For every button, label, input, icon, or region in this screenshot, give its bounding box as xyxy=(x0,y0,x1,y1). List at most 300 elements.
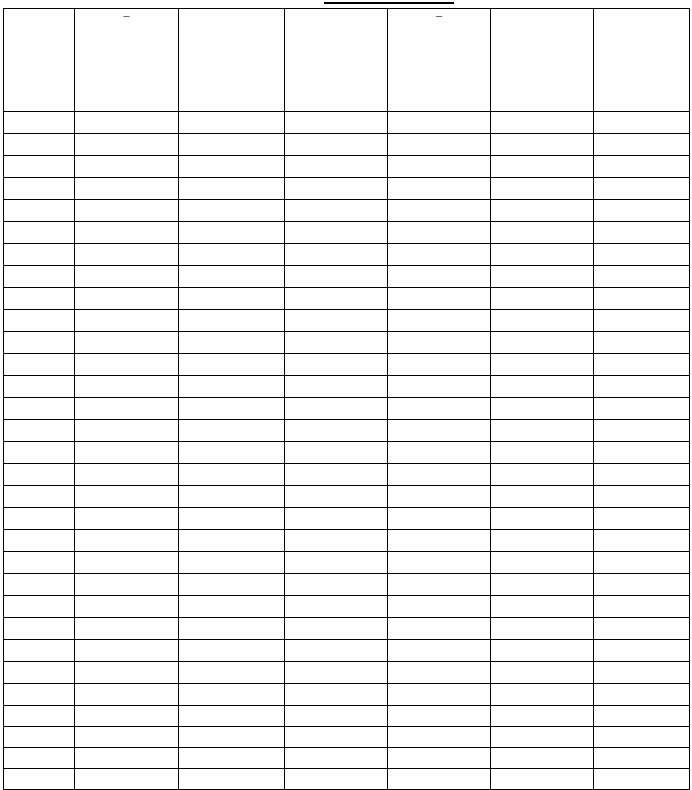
table-cell[interactable] xyxy=(491,244,594,266)
table-cell[interactable] xyxy=(491,310,594,332)
table-cell[interactable] xyxy=(491,134,594,156)
table-cell[interactable] xyxy=(75,134,179,156)
table-cell[interactable] xyxy=(4,288,75,310)
table-cell[interactable] xyxy=(4,706,75,727)
table-cell[interactable] xyxy=(594,112,690,134)
table-cell-text xyxy=(75,464,178,466)
table-cell-text xyxy=(491,112,593,114)
table-cell-text xyxy=(4,442,74,444)
table-cell[interactable] xyxy=(285,486,388,508)
table-cell[interactable] xyxy=(75,662,179,684)
table-row xyxy=(4,552,690,574)
table-cell[interactable] xyxy=(179,618,285,640)
table-cell-text xyxy=(594,288,689,290)
table-row xyxy=(4,354,690,376)
table-cell-text xyxy=(388,618,490,620)
table-cell[interactable] xyxy=(388,706,491,727)
table-cell[interactable] xyxy=(285,574,388,596)
table-cell[interactable] xyxy=(491,769,594,790)
table-cell-text xyxy=(491,200,593,202)
table-cell-text xyxy=(388,376,490,378)
table-cell[interactable] xyxy=(594,530,690,552)
table-cell[interactable] xyxy=(179,310,285,332)
table-cell-text xyxy=(179,508,284,510)
table-cell-text xyxy=(4,112,74,114)
table-cell[interactable] xyxy=(388,684,491,706)
table-cell[interactable] xyxy=(388,178,491,200)
table-cell[interactable] xyxy=(75,508,179,530)
table-cell[interactable] xyxy=(594,748,690,769)
table-cell[interactable] xyxy=(75,530,179,552)
table-cell[interactable] xyxy=(75,178,179,200)
table-cell-text xyxy=(179,288,284,290)
table-cell[interactable] xyxy=(75,640,179,662)
table-cell-text xyxy=(388,398,490,400)
table-cell[interactable] xyxy=(594,332,690,354)
table-cell-text xyxy=(179,156,284,158)
table-cell[interactable] xyxy=(285,222,388,244)
table-cell[interactable] xyxy=(179,222,285,244)
table-cell[interactable] xyxy=(594,486,690,508)
table-cell[interactable] xyxy=(491,508,594,530)
table-cell-text xyxy=(285,684,387,686)
table-cell[interactable] xyxy=(179,200,285,222)
table-cell-text xyxy=(285,464,387,466)
table-cell-text xyxy=(491,420,593,422)
table-cell[interactable] xyxy=(491,662,594,684)
table-cell[interactable] xyxy=(4,332,75,354)
table-row xyxy=(4,178,690,200)
table-cell[interactable] xyxy=(179,596,285,618)
table-cell[interactable] xyxy=(75,288,179,310)
table-cell-text xyxy=(388,662,490,664)
table-cell[interactable] xyxy=(285,640,388,662)
table-cell[interactable] xyxy=(388,310,491,332)
table-cell[interactable] xyxy=(179,332,285,354)
table-cell[interactable] xyxy=(594,376,690,398)
table-cell[interactable] xyxy=(75,727,179,748)
table-cell[interactable] xyxy=(75,244,179,266)
table-cell-text xyxy=(75,288,178,290)
table-cell[interactable] xyxy=(594,769,690,790)
table-cell[interactable] xyxy=(179,420,285,442)
table-cell[interactable] xyxy=(491,354,594,376)
table-cell[interactable] xyxy=(594,222,690,244)
table-cell[interactable] xyxy=(388,464,491,486)
table-cell-text xyxy=(594,442,689,444)
table-cell-text xyxy=(491,596,593,598)
table-row xyxy=(4,442,690,464)
table-row xyxy=(4,727,690,748)
table-cell[interactable] xyxy=(594,288,690,310)
table-cell[interactable] xyxy=(4,442,75,464)
table-cell-text xyxy=(75,530,178,532)
table-cell[interactable] xyxy=(285,662,388,684)
table-cell[interactable] xyxy=(388,222,491,244)
table-cell-text xyxy=(285,354,387,356)
table-cell[interactable] xyxy=(4,134,75,156)
table-cell[interactable] xyxy=(491,727,594,748)
table-cell[interactable] xyxy=(594,552,690,574)
table-cell[interactable] xyxy=(179,376,285,398)
table-cell[interactable] xyxy=(285,442,388,464)
table-cell[interactable] xyxy=(388,376,491,398)
table-cell-text xyxy=(179,244,284,246)
table-cell[interactable] xyxy=(388,596,491,618)
table-cell[interactable] xyxy=(179,464,285,486)
table-cell[interactable] xyxy=(594,464,690,486)
table-cell-text xyxy=(285,486,387,488)
table-cell[interactable] xyxy=(4,748,75,769)
table-cell[interactable] xyxy=(491,464,594,486)
table-cell[interactable] xyxy=(4,398,75,420)
table-cell[interactable] xyxy=(491,376,594,398)
table-cell[interactable] xyxy=(4,530,75,552)
table-cell[interactable] xyxy=(491,288,594,310)
table-cell-text xyxy=(388,442,490,444)
table-cell[interactable] xyxy=(179,552,285,574)
table-cell[interactable] xyxy=(388,508,491,530)
table-cell[interactable] xyxy=(388,748,491,769)
table-cell[interactable] xyxy=(388,574,491,596)
table-cell[interactable] xyxy=(285,748,388,769)
table-cell[interactable] xyxy=(4,574,75,596)
table-cell[interactable] xyxy=(491,156,594,178)
table-cell-text xyxy=(594,508,689,510)
table-cell-text xyxy=(285,508,387,510)
table-cell[interactable] xyxy=(4,310,75,332)
table-cell[interactable] xyxy=(594,200,690,222)
table-cell[interactable] xyxy=(179,706,285,727)
table-cell[interactable] xyxy=(179,684,285,706)
table-cell[interactable] xyxy=(491,398,594,420)
table-cell[interactable] xyxy=(4,508,75,530)
table-cell[interactable] xyxy=(285,244,388,266)
table-row xyxy=(4,464,690,486)
table-cell[interactable] xyxy=(285,288,388,310)
table-cell[interactable] xyxy=(75,200,179,222)
table-cell[interactable] xyxy=(4,222,75,244)
table-cell[interactable] xyxy=(4,640,75,662)
table-cell[interactable] xyxy=(285,684,388,706)
table-cell[interactable] xyxy=(491,178,594,200)
table-cell[interactable] xyxy=(491,332,594,354)
table-cell-text xyxy=(594,200,689,202)
table-cell[interactable] xyxy=(594,420,690,442)
table-cell[interactable] xyxy=(75,310,179,332)
table-cell[interactable] xyxy=(179,134,285,156)
table-row xyxy=(4,769,690,790)
table-cell[interactable] xyxy=(285,266,388,288)
table-cell[interactable] xyxy=(285,464,388,486)
table-cell[interactable] xyxy=(4,112,75,134)
table-cell[interactable] xyxy=(388,398,491,420)
table-cell[interactable] xyxy=(285,769,388,790)
table-cell[interactable] xyxy=(285,376,388,398)
table-cell[interactable] xyxy=(388,530,491,552)
table-cell[interactable] xyxy=(285,134,388,156)
table-cell-text xyxy=(75,420,178,422)
table-cell[interactable] xyxy=(179,727,285,748)
table-cell[interactable] xyxy=(75,464,179,486)
table-cell[interactable] xyxy=(388,662,491,684)
table-row xyxy=(4,376,690,398)
table-cell-text xyxy=(179,222,284,224)
table-cell[interactable] xyxy=(491,442,594,464)
table-cell[interactable] xyxy=(594,727,690,748)
table-cell-text xyxy=(491,530,593,532)
table-cell[interactable] xyxy=(75,420,179,442)
table-cell-text xyxy=(75,222,178,224)
table-cell-text xyxy=(491,134,593,136)
table-cell-text xyxy=(491,354,593,356)
table-cell[interactable] xyxy=(594,640,690,662)
table-cell[interactable] xyxy=(594,442,690,464)
table-cell[interactable] xyxy=(179,769,285,790)
table-cell[interactable] xyxy=(285,508,388,530)
table-cell-text xyxy=(285,222,387,224)
table-cell[interactable] xyxy=(594,354,690,376)
table-cell[interactable] xyxy=(4,727,75,748)
table-cell[interactable] xyxy=(594,244,690,266)
table-cell-text xyxy=(285,748,387,750)
table-cell[interactable] xyxy=(594,684,690,706)
table-row xyxy=(4,618,690,640)
table-cell-text xyxy=(285,266,387,268)
table-cell[interactable] xyxy=(75,398,179,420)
table-cell[interactable] xyxy=(285,112,388,134)
table-cell[interactable] xyxy=(75,222,179,244)
table-cell[interactable] xyxy=(491,748,594,769)
table-cell-text xyxy=(75,574,178,576)
table-cell-text xyxy=(285,706,387,708)
table-cell[interactable] xyxy=(388,442,491,464)
table-cell[interactable] xyxy=(285,727,388,748)
table-cell[interactable] xyxy=(285,618,388,640)
table-cell[interactable] xyxy=(285,310,388,332)
table-cell-text xyxy=(594,398,689,400)
table-cell-text xyxy=(491,706,593,708)
table-cell[interactable] xyxy=(388,112,491,134)
table-cell[interactable] xyxy=(491,420,594,442)
table-cell[interactable] xyxy=(594,266,690,288)
table-cell-text xyxy=(388,200,490,202)
table-cell-text xyxy=(285,662,387,664)
table-cell[interactable] xyxy=(179,266,285,288)
table-cell[interactable] xyxy=(4,464,75,486)
table-cell[interactable] xyxy=(285,178,388,200)
table-cell[interactable] xyxy=(388,354,491,376)
table-cell[interactable] xyxy=(285,530,388,552)
table-cell[interactable] xyxy=(179,508,285,530)
table-row xyxy=(4,112,690,134)
table-cell[interactable] xyxy=(179,530,285,552)
table-cell[interactable] xyxy=(285,200,388,222)
table-cell[interactable] xyxy=(4,178,75,200)
table-cell-text xyxy=(594,354,689,356)
table-cell[interactable] xyxy=(285,552,388,574)
table-cell-text xyxy=(179,552,284,554)
table-cell[interactable] xyxy=(491,530,594,552)
table-cell[interactable] xyxy=(75,486,179,508)
table-row xyxy=(4,134,690,156)
table-cell[interactable] xyxy=(75,156,179,178)
table-cell[interactable] xyxy=(594,398,690,420)
table-cell[interactable] xyxy=(491,618,594,640)
table-cell[interactable] xyxy=(285,354,388,376)
table-cell[interactable] xyxy=(491,112,594,134)
table-cell[interactable] xyxy=(75,769,179,790)
table-cell-text xyxy=(179,640,284,642)
table-cell-text xyxy=(285,530,387,532)
table-cell[interactable] xyxy=(285,398,388,420)
table-row xyxy=(4,684,690,706)
table-cell[interactable] xyxy=(388,288,491,310)
table-cell[interactable] xyxy=(4,618,75,640)
table-cell[interactable] xyxy=(75,552,179,574)
table-cell[interactable] xyxy=(75,684,179,706)
table-cell[interactable] xyxy=(179,662,285,684)
table-cell[interactable] xyxy=(4,420,75,442)
table-cell[interactable] xyxy=(4,244,75,266)
table-cell[interactable] xyxy=(179,640,285,662)
table-cell[interactable] xyxy=(4,769,75,790)
table-cell[interactable] xyxy=(179,574,285,596)
table-cell[interactable] xyxy=(179,354,285,376)
table-cell[interactable] xyxy=(491,222,594,244)
table-cell[interactable] xyxy=(388,332,491,354)
table-cell[interactable] xyxy=(388,266,491,288)
table-cell[interactable] xyxy=(285,332,388,354)
table-cell[interactable] xyxy=(75,574,179,596)
table-cell[interactable] xyxy=(75,112,179,134)
table-cell-text xyxy=(4,354,74,356)
table-row xyxy=(4,596,690,618)
table-cell[interactable] xyxy=(491,640,594,662)
table-cell[interactable] xyxy=(594,156,690,178)
table-cell[interactable] xyxy=(75,354,179,376)
table-cell[interactable] xyxy=(388,420,491,442)
table-cell[interactable] xyxy=(4,486,75,508)
table-cell-text xyxy=(491,769,593,771)
table-cell-text xyxy=(4,200,74,202)
table-cell[interactable] xyxy=(179,156,285,178)
table-cell[interactable] xyxy=(4,354,75,376)
table-cell[interactable] xyxy=(388,134,491,156)
table-row xyxy=(4,200,690,222)
table-cell[interactable] xyxy=(594,618,690,640)
table-cell[interactable] xyxy=(491,596,594,618)
table-cell[interactable] xyxy=(491,706,594,727)
table-cell[interactable] xyxy=(285,420,388,442)
table-cell[interactable] xyxy=(4,266,75,288)
table-row xyxy=(4,244,690,266)
table-cell[interactable] xyxy=(285,156,388,178)
table-cell[interactable] xyxy=(491,266,594,288)
table-cell[interactable] xyxy=(179,244,285,266)
table-cell[interactable] xyxy=(75,442,179,464)
table-cell[interactable] xyxy=(285,706,388,727)
table-cell-text xyxy=(4,596,74,598)
table-cell[interactable] xyxy=(388,769,491,790)
table-cell[interactable] xyxy=(491,684,594,706)
table-cell[interactable] xyxy=(594,596,690,618)
table-cell-text xyxy=(285,596,387,598)
table-cell[interactable] xyxy=(388,552,491,574)
table-cell-text xyxy=(388,288,490,290)
table-cell[interactable] xyxy=(594,310,690,332)
table-cell[interactable] xyxy=(179,112,285,134)
table-cell[interactable] xyxy=(491,486,594,508)
table-cell[interactable] xyxy=(594,574,690,596)
table-cell-text xyxy=(75,748,178,750)
table-cell[interactable] xyxy=(491,200,594,222)
table-cell[interactable] xyxy=(491,574,594,596)
table-cell[interactable] xyxy=(388,618,491,640)
table-cell[interactable] xyxy=(491,552,594,574)
table-cell[interactable] xyxy=(75,376,179,398)
table-cell[interactable] xyxy=(388,486,491,508)
table-cell[interactable] xyxy=(75,618,179,640)
table-cell-text xyxy=(594,310,689,312)
table-cell[interactable] xyxy=(388,200,491,222)
table-cell[interactable] xyxy=(75,748,179,769)
table-cell[interactable] xyxy=(4,200,75,222)
table-cell-text xyxy=(491,244,593,246)
table-cell-text xyxy=(75,332,178,334)
table-cell[interactable] xyxy=(4,596,75,618)
table-cell[interactable] xyxy=(179,288,285,310)
table-cell-text xyxy=(75,596,178,598)
table-cell[interactable] xyxy=(594,662,690,684)
table-cell[interactable] xyxy=(179,748,285,769)
table-cell-text xyxy=(491,442,593,444)
table-cell[interactable] xyxy=(179,398,285,420)
table-cell-text xyxy=(4,618,74,620)
table-cell[interactable] xyxy=(594,508,690,530)
table-cell-text xyxy=(594,748,689,750)
table-cell[interactable] xyxy=(179,486,285,508)
table-cell[interactable] xyxy=(75,706,179,727)
table-cell[interactable] xyxy=(594,706,690,727)
table-cell[interactable] xyxy=(75,332,179,354)
table-cell-text xyxy=(75,769,178,771)
table-cell-text xyxy=(594,618,689,620)
table-cell[interactable] xyxy=(179,442,285,464)
table-cell[interactable] xyxy=(388,244,491,266)
table-cell[interactable] xyxy=(594,134,690,156)
table-cell[interactable] xyxy=(75,596,179,618)
table-cell[interactable] xyxy=(285,596,388,618)
table-cell-text xyxy=(388,420,490,422)
table-cell[interactable] xyxy=(75,266,179,288)
table-cell[interactable] xyxy=(179,178,285,200)
column-header-3 xyxy=(285,9,388,112)
table-cell[interactable] xyxy=(4,156,75,178)
table-cell[interactable] xyxy=(4,376,75,398)
table-cell[interactable] xyxy=(388,727,491,748)
table-cell-text xyxy=(285,442,387,444)
table-cell-text xyxy=(594,112,689,114)
table-cell[interactable] xyxy=(4,684,75,706)
table-header xyxy=(4,9,690,112)
table-cell-text xyxy=(75,156,178,158)
table-cell[interactable] xyxy=(4,552,75,574)
table-cell[interactable] xyxy=(594,178,690,200)
table-cell[interactable] xyxy=(388,156,491,178)
table-cell[interactable] xyxy=(4,662,75,684)
table-cell[interactable] xyxy=(388,640,491,662)
